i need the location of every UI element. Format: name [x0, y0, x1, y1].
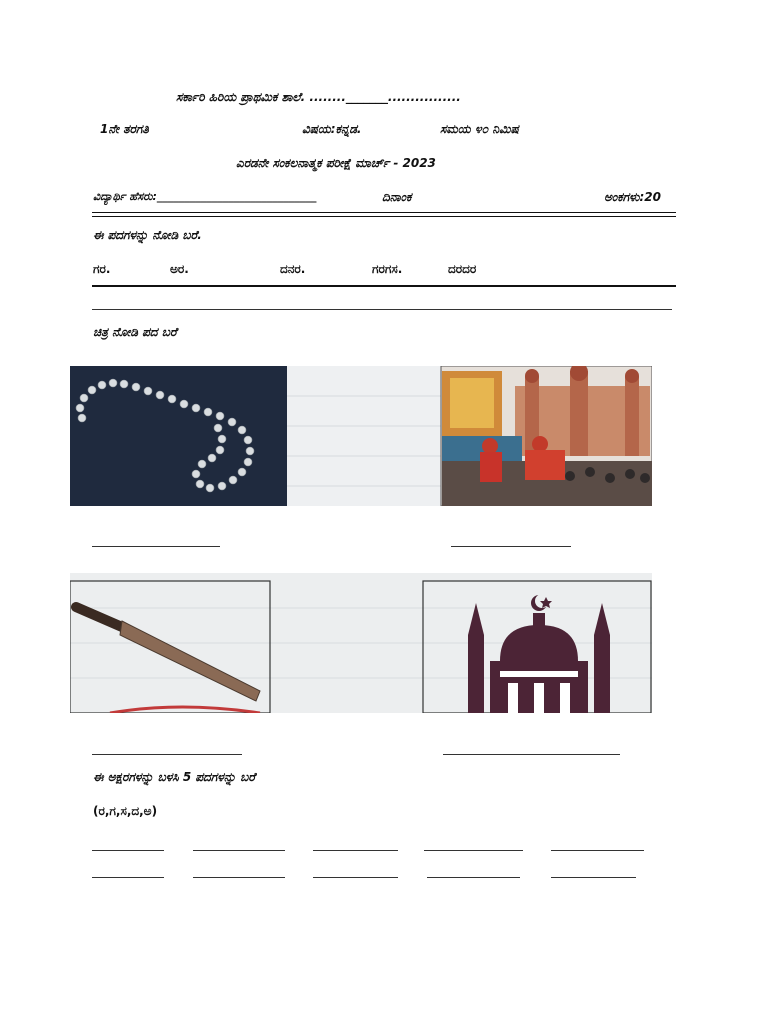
writing-line[interactable]	[551, 877, 636, 878]
file-tool-icon	[76, 607, 260, 701]
writing-line[interactable]	[92, 754, 242, 755]
time-label: ಸಮಯ ೪೦ ನಿಮಿಷ	[440, 122, 519, 136]
header-divider-bottom	[92, 216, 676, 217]
writing-line[interactable]	[424, 850, 523, 851]
writing-line[interactable]	[193, 850, 285, 851]
word-item: ಗರಗಸ.	[372, 262, 403, 276]
header-divider-top	[92, 212, 676, 213]
date-label: ದಿನಾಂಕ	[382, 190, 412, 204]
word-item: ಅರ.	[170, 262, 189, 276]
letters-set: (ರ,ಗ,ಸ,ದ,ಅ)	[93, 804, 158, 818]
word-item: ದರದರ	[448, 262, 477, 276]
writing-line[interactable]	[92, 546, 220, 547]
section2-instruction: ಚಿತ್ರ ನೋಡಿ ಪದ ಬರೆ	[93, 325, 177, 339]
section3-instruction: ಈ ಅಕ್ಷರಗಳನ್ನು ಬಳಸಿ 5 ಪದಗಳನ್ನು ಬರೆ	[93, 770, 256, 784]
word-item: ಗರ.	[93, 262, 111, 276]
student-name-label: ವಿದ್ಯಾರ್ಥಿ ಹೆಸರು:_____________________________	[93, 190, 317, 203]
writing-line[interactable]	[427, 877, 520, 878]
section1-instruction: ಈ ಪದಗಳನ್ನು ನೋಡಿ ಬರೆ.	[93, 228, 202, 242]
writing-line[interactable]	[92, 850, 164, 851]
picture-row-2-art	[70, 573, 652, 713]
exam-title: ಎರಡನೇ ಸಂಕಲನಾತ್ಮಕ ಪರೀಕ್ಷೆ ಮಾರ್ಚ್ - 2023	[236, 156, 436, 170]
writing-line[interactable]	[92, 309, 672, 310]
writing-line[interactable]	[451, 546, 571, 547]
section1-divider	[92, 285, 676, 287]
writing-line[interactable]	[92, 877, 164, 878]
writing-line[interactable]	[551, 850, 644, 851]
word-item: ದನರ.	[280, 262, 306, 276]
marks-label: ಅಂಕಗಳು:20	[604, 190, 661, 204]
writing-line[interactable]	[313, 877, 398, 878]
class-label: 1ನೇ ತರಗತಿ	[100, 122, 149, 136]
subject-label: ವಿಷಯ:ಕನ್ನಡ.	[302, 122, 362, 136]
picture-row-1	[70, 366, 652, 506]
writing-line[interactable]	[313, 850, 398, 851]
school-name: ಸರ್ಕಾರಿ ಹಿರಿಯ ಪ್ರಾಥಮಿಕ ಶಾಲೆ. ........_______................	[176, 90, 461, 104]
picture-row-1-art	[70, 366, 652, 506]
picture-row-2	[70, 573, 652, 713]
writing-line[interactable]	[443, 754, 620, 755]
writing-line[interactable]	[193, 877, 285, 878]
